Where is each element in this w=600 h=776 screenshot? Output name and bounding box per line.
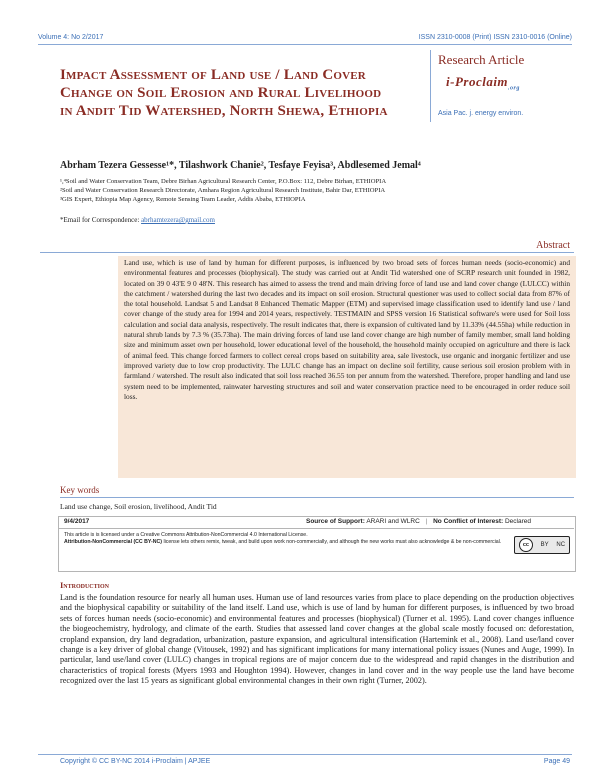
nc-icon: NC xyxy=(556,542,566,548)
journal-logo-mark: .org xyxy=(508,85,520,92)
abstract-text: Land use, which is use of land by human for different purposes, is influenced by two broad sets of forces human needs (socio-economic) and environmental features and processes (biophysical). The study was carried out at Andit Tid watershed one of SCRP research unit founded in 1982, located on 39 0 43'E 9 0 48'N. This research has aimed to assess the trend and main driving force of land use and land cover change (LULCC) within the catchment / watershed during the last two decades and its impact on soil erosion. Structural questioner was used to collect social data from 87% of the total household. Landsat 5 and Landsat 8 Enhanced Thematic Mapper (ETM) and supervised image classification used to identify land use / land cover change of the study area for 1994 and 2014 years, respectively. TESTMAIN and SPSS version 16 Statistical software's were used for Soil loss calculation and social data analysis, respectively. The result indicates that, there is expansion of cultivated land by 11.33% (44.55ha) while reduction in natural shrub lands by 7.3 % (35.73ha). The main driving forces of land use land cover change are high number of family member, small land holding size and minimum asset own per household, lower educational level of the household, the household mainly occupied on agriculture and there is lack of animal feed. This change forced farmers to collect cereal crops based on suitability area, sale livestock, use organic and inorganic fertilizer and use improved variety due to low crop productivity. The LULC change has an impact on decline soil fertility, cause serious soil erosion problem with in farmland / watershed. The result also indicated that soil loss reached 36.55 ton per annum from the watershed. Therefore, proper handling and land use system need to be implemented, rainwater harvesting structures and soil and water conservation practice need to be encouraged in order reduce soil loss. xyxy=(124,258,570,401)
source-label: Source of Support: xyxy=(306,518,365,525)
introduction-section xyxy=(60,593,574,687)
affiliation-1: ¹,⁴Soil and Water Conservation Team, Debre Birhan Agricultural Research Center, P.O.Box: 112, Debre Birhan, ETHIOPIA xyxy=(60,178,387,185)
by-icon: BY xyxy=(540,542,549,548)
journal-abbrev: Asia Pac. j. energy environ. xyxy=(438,110,524,117)
correspondence xyxy=(60,216,215,224)
affiliation-3: ³GIS Expert, Ethiopia Map Agency, Remote Sensing Team Leader, Addis Ababa, ETHIOPIA xyxy=(60,196,306,203)
article-type: Research Article xyxy=(438,52,525,67)
coi-value: Declared xyxy=(504,518,531,525)
license-text xyxy=(64,532,504,546)
abstract-heading: Abstract xyxy=(536,240,570,251)
source-value: ARARI and WLRC xyxy=(366,518,420,525)
keywords: Land use change, Soil erosion, livelihood, Andit Tid xyxy=(60,502,217,511)
header-divider xyxy=(38,44,572,45)
received-date: 9/4/2017 xyxy=(64,518,90,525)
affiliation-2: ²Soil and Water Conservation Research Directorate, Amhara Region Agricultural Research Institute, Bahir Dar, ETHIOPIA xyxy=(60,187,386,194)
introduction-heading: Introduction xyxy=(60,580,109,590)
journal-logo-text: i-Proclaim xyxy=(446,74,509,89)
correspondence-email-link[interactable]: abrhamtezera@gmail.com xyxy=(141,216,215,224)
license-line-2 xyxy=(64,539,504,546)
keywords-heading: Key words xyxy=(60,485,100,495)
journal-logo xyxy=(446,74,520,92)
support-info: Source of Support: ARARI and WLRC | No Conflict of Interest: Declared xyxy=(306,518,531,525)
volume-label: Volume 4: No 2/2017 xyxy=(38,34,104,41)
article-title: Impact Assessment of Land use / Land Cover Change on Soil Erosion and Rural Livelihood in Andit Tid Watershed, North Shewa, Ethiopia xyxy=(60,67,388,119)
correspondence-label: *Email for Correspondence: xyxy=(60,216,140,224)
footer-divider xyxy=(38,754,572,755)
footer-copyright: Copyright © CC BY-NC 2014 i-Proclaim | APJEE xyxy=(60,758,211,765)
introduction-text: Land is the foundation resource for nearly all human uses. Human use of land resources varies from place to place depending on the production objectives and the biophysical capability or suitability of the land itself. Land use, which is use of land by human for different purposes, is influenced by two broad sets of forces human needs (socio-economic) and environmental features and processes (biophysical) (Turner et al. 1995). Land cover changes influence the biogeochemistry, hydrology, and climate of the earth. Studies that assessed land cover changes at the global scale mostly focused on: deforestation, cropland expansion, dry land degradation, urbanization, pasture expansion, and agricultural intensification (Hartemink et al., 2008). Land use/land cover change is a key driver of global change (Vitousek, 1992) and has significant implications for many international policy issues (Nunes and Auge, 1999). In particular, land use/land cover (LULC) changes in tropical regions are of major concern due to the widespread and rapid changes in the distribution and characteristics of tropical forests (Myers 1993 and Houghton 1994). However, changes in land cover and in the way people use the land have become recognized over the last 15 years as significant global environmental changes in their own right (Turner, 2002). xyxy=(60,593,574,686)
page-number: Page 49 xyxy=(543,758,570,765)
abstract-box xyxy=(118,256,576,478)
authors: Abrham Tezera Gessesse¹*, Tilashwork Chanie², Tesfaye Feyisa³, Abdlesemed Jemal⁴ xyxy=(60,160,421,171)
cc-icon: cc xyxy=(519,538,533,552)
coi-label: No Conflict of Interest: xyxy=(433,518,504,525)
issn-label: ISSN 2310-0008 (Print) ISSN 2310-0016 (Online) xyxy=(418,34,572,41)
license-line-1: This article is is licensed under a Creative Commons Attribution-NonCommercial 4.0 International License. xyxy=(64,532,308,538)
license-description: license lets others remix, tweak, and build upon work non-commercially, and although the new works must also acknowledge & be non-commercial. xyxy=(163,539,502,545)
cc-license-badge[interactable] xyxy=(514,536,570,554)
abstract-divider xyxy=(40,252,574,253)
license-type: Attribution-NonCommercial (CC BY-NC) xyxy=(64,539,162,545)
keywords-divider xyxy=(60,497,574,498)
